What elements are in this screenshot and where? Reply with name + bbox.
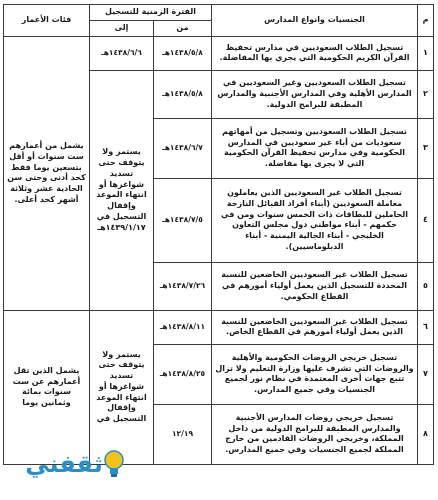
row-description: تسجيل خريجي الروضات الحكومية والأهلية والروضات التي تشرف عليها وزارة التعليم ولا تزال تتبع جهات أخرى المعتمدة في نظام نور لجميع الجنسيات وفي جميع المدارس. — [212, 344, 418, 404]
registration-condition-a: يستمر ولا يتوقف حتى تسديد شواغرها أو انتهاء الموعد وإقفال التسجيل في ١٤٣٩/١/١٧هـ — [89, 70, 153, 310]
row-date-from: ١٤٣٨/٨/١١هـ — [154, 310, 212, 344]
age-group-b: يشمل الذين تقل أعمارهم عن ست سنوات بمائة وثمانين يوما — [3, 310, 89, 464]
registration-table — [3, 4, 434, 465]
row-index: ٤ — [418, 178, 434, 262]
registration-condition-b: يستمر ولا يتوقف حتى تسديد شواغرها أو انتهاء الموعد وإقفال التسجيل في — [89, 310, 153, 464]
row-date-from: ١٤٣٨/٥/٨هـ — [154, 36, 212, 70]
header-to: إلى — [89, 21, 153, 37]
row-date-from: ١٤٣٨/٧/٥هـ — [154, 178, 212, 262]
header-index: م — [418, 5, 434, 37]
row-date-from: ١٤٣٨/٨/٢٥هـ — [154, 344, 212, 404]
row-index: ١ — [418, 36, 434, 70]
row-date-from: ١٤٣٨/٦/٧هـ — [154, 118, 212, 178]
watermark-brand: ثقفني — [25, 450, 103, 478]
lightbulb-icon — [103, 449, 125, 479]
header-age: فئات الأعمار — [3, 5, 89, 37]
row-date-to: ١٤٣٨/٦/٦هـ — [89, 36, 153, 70]
row-description: تسجيل الطلاب غير السعوديين الذين يعاملون معاملة السعوديين (أبناء أفراد القبائل النازحة الحاملين للبطاقات ذات الخمس سنوات ومن في حكمهم - أبناء مواطني دول مجلس التعاون الخليجي - أبناء الجالية اليمنية - أبناء الدبلوماسيين). — [212, 178, 418, 262]
row-index: ٢ — [418, 70, 434, 118]
row-description: تسجيل الطلاب غير السعوديين الخاضعين للنسبة الذين يعمل أولياء أمورهم في القطاع الخاص. — [212, 310, 418, 344]
row-index: ٦ — [418, 310, 434, 344]
header-period: الفترة الزمنية للتسجيل — [89, 5, 211, 21]
site-watermark — [2, 434, 152, 494]
row-description: تسجيل خريجي روضات المدارس الأجنبية والمدارس المطبقة للبرامج الدولية من داخل المملكة، وخريجي الروضات القادمين من خارج المملكة لجميع الجنسيات وفي جميع المدارس. — [212, 404, 418, 464]
row-description: تسجيل الطلاب السعوديين وغير السعوديين في المدارس الأهلية وفي المدارس الأجنبية والمدارس المطبقة للبرامج الدولية. — [212, 70, 418, 118]
row-description: تسجيل الطلاب غير السعوديين الخاضعين للنسبة المحددة للتسجيل الذين يعمل أولياء أمورهم في القطاع الحكومي. — [212, 262, 418, 310]
row-description: تسجيل الطلاب السعوديين وتسجيل من أمهاتهم سعوديات من أباء غير سعوديين في المدارس الحكومية وفي مدارس تحفيظ القرآن الحكومية التي لا يجرى بها مفاضلة. — [212, 118, 418, 178]
header-category: الجنسيات وانواع المدارس — [212, 5, 418, 37]
row-index: ٨ — [418, 404, 434, 464]
row-index: ٣ — [418, 118, 434, 178]
row-index: ٧ — [418, 344, 434, 404]
row-date-from: ١٤٣٨/٧/٢٦هـ — [154, 262, 212, 310]
header-from: من — [154, 21, 212, 37]
row-index: ٥ — [418, 262, 434, 310]
age-group-a: يشمل من أعمارهم ست سنوات أو أقل بتسعين يوما فقط كحد أدنى وحتى سن الحادية عشر وثلاثة أشهر كحد أعلى. — [3, 36, 89, 310]
row-date-from: ١٢/١٩ — [154, 404, 212, 464]
row-date-from: ١٤٣٨/٥/٨هـ — [154, 70, 212, 118]
row-description: تسجيل الطلاب السعوديين في مدارس تحفيظ القرآن الكريم الحكومية التي يجري بها المفاضلة. — [212, 36, 418, 70]
